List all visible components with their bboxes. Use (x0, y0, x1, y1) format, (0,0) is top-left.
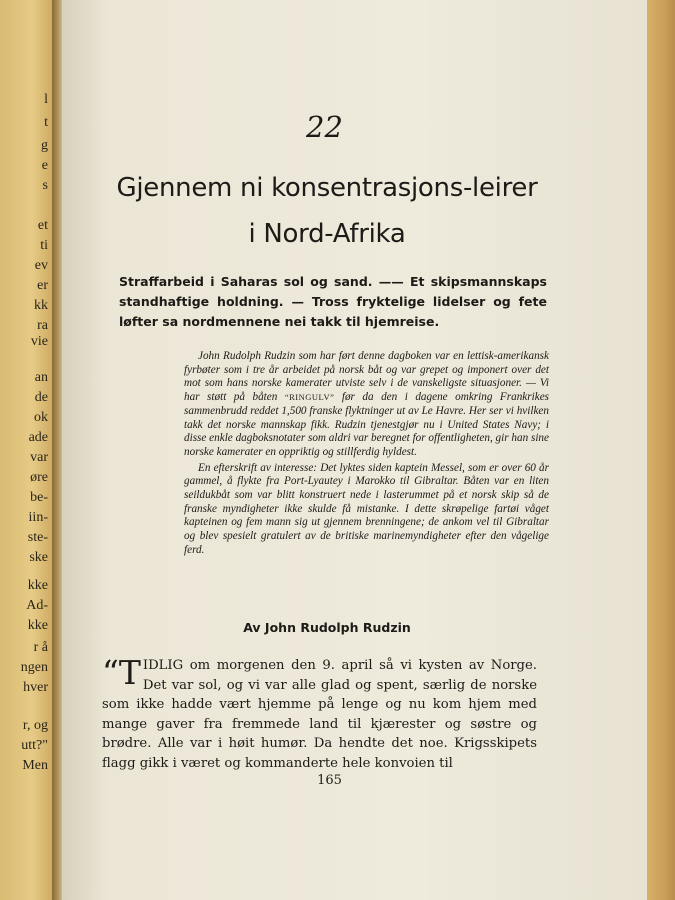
left-page-text-fragment: var (30, 450, 48, 465)
left-page-text-fragment: ti (40, 238, 48, 253)
left-page-text-fragment: be- (30, 490, 48, 505)
intro-text-b: før da den i dagene omkring Frankrikes sammenbrudd reddet 1,500 franske flyktninger ut av Le Havre. Her ser vi hvilken takk det norske mannskap fikk. Rudzin tjenestgjør nu i United States Navy; i disse enkle dagboksnotater som aldri var beregnet for offentligheten, gir han sine norske kamerater en oppriktig og stillferdig hyldest. (184, 391, 550, 458)
left-page-text-fragment: et (37, 218, 48, 233)
left-page-text-fragment: l (44, 92, 48, 107)
body-paragraph: IDLIG om morgenen den 9. april så vi kysten av Norge. Det var sol, og vi var alle glad og spent, særlig de norske som ikke hadde vært hjemme på lenge og nu kom hjem med mange gaver fra fremmede land til kjærester og søstre og brødre. Alle var i høit humør. Da hendte det noe. Krigsskipets flagg gikk i været og kommanderte hele konvoien til (102, 658, 537, 771)
left-page-text-fragment: øre (30, 470, 48, 485)
left-page-text-fragment: kke (27, 618, 48, 633)
intro-text-a: John Rudolph Rudzin som har ført denne dagboken var en lettisk-amerikansk fyrbøter som i tre år arbeidet på norsk båt og var grepet og imponert over det mot som hans norske kamerater utviste selv i de vanskeligste situasjoner. — Vi har støtt på båten (184, 350, 549, 404)
page-edge-stack (647, 0, 675, 900)
left-page-text-fragment: ngen (20, 660, 48, 675)
left-page-text-fragment: Men (22, 758, 48, 773)
left-page-text-fragment: ok (34, 410, 48, 425)
left-page-text-fragment: er (37, 278, 48, 293)
page-number: 165 (317, 773, 342, 788)
left-page-text-fragment: utt?" (21, 738, 48, 753)
left-page-text-fragment: an (34, 370, 48, 385)
left-page-text-fragment: ra (37, 318, 48, 333)
left-page-text-fragment: s (42, 178, 48, 193)
left-page-text-fragment: r, og (22, 718, 48, 733)
left-page-text-fragment: t (44, 115, 48, 130)
left-page-text-fragment: ade (28, 430, 48, 445)
author-byline: Av John Rudolph Rudzin (243, 620, 411, 635)
left-page-text-fragment: vie (30, 334, 48, 349)
editor-introduction (184, 350, 549, 558)
chapter-body (102, 653, 537, 774)
left-page-text-fragment: e (41, 158, 48, 173)
ship-name: “RINGULV” (284, 392, 335, 403)
drop-cap: “T (102, 653, 141, 692)
left-page-text-fragment: hver (23, 680, 48, 695)
intro-paragraph-2: En efterskrift av interesse: Det lyktes siden kaptein Messel, som er over 60 år gammel, å flykte fra Port-Lyautey i Marokko til Gibraltar. Båten var en liten seildukbåt som var blitt konstruert nede i lasterummet på et norsk skip så de franske myndigheter ikke skulde få mistanke. I dette skrøpelige fartøi våget kapteinen og fem mann sig ut gjennem brenningene; de ankom vel til Gibraltar og blev spesielt gratulert av de britiske marinemyndigheter efter den vågelige ferd. (184, 461, 549, 556)
left-page-text-fragment: kk (34, 298, 48, 313)
left-page-text-fragment: kke (27, 578, 48, 593)
chapter-number: 22 (306, 110, 343, 144)
left-page-text-fragment: ske (29, 550, 48, 565)
intro-paragraph-1 (184, 350, 549, 460)
left-page-text-fragment: Ad- (26, 598, 48, 613)
chapter-title (62, 165, 592, 257)
left-facing-page (0, 0, 58, 900)
chapter-title-line-2: i Nord-Afrika (248, 219, 406, 249)
left-page-text-fragment: ev (34, 258, 48, 273)
left-page-text-fragment: iin- (28, 510, 48, 525)
left-page-text-fragment: g (41, 138, 48, 153)
left-page-text-fragment: ste- (27, 530, 48, 545)
left-page-text-fragment: de (34, 390, 48, 405)
left-page-text-fragment: r å (33, 640, 48, 655)
chapter-summary: Straffarbeid i Saharas sol og sand. —— Et skipsmannskaps standhaftige holdning. — Tross fryktelige lidelser og fete løfter sa nordmennene nei takk til hjemreise. (119, 274, 547, 329)
chapter-title-line-1: Gjennem ni konsentrasjons-leirer (116, 173, 538, 203)
book-page (62, 0, 647, 900)
